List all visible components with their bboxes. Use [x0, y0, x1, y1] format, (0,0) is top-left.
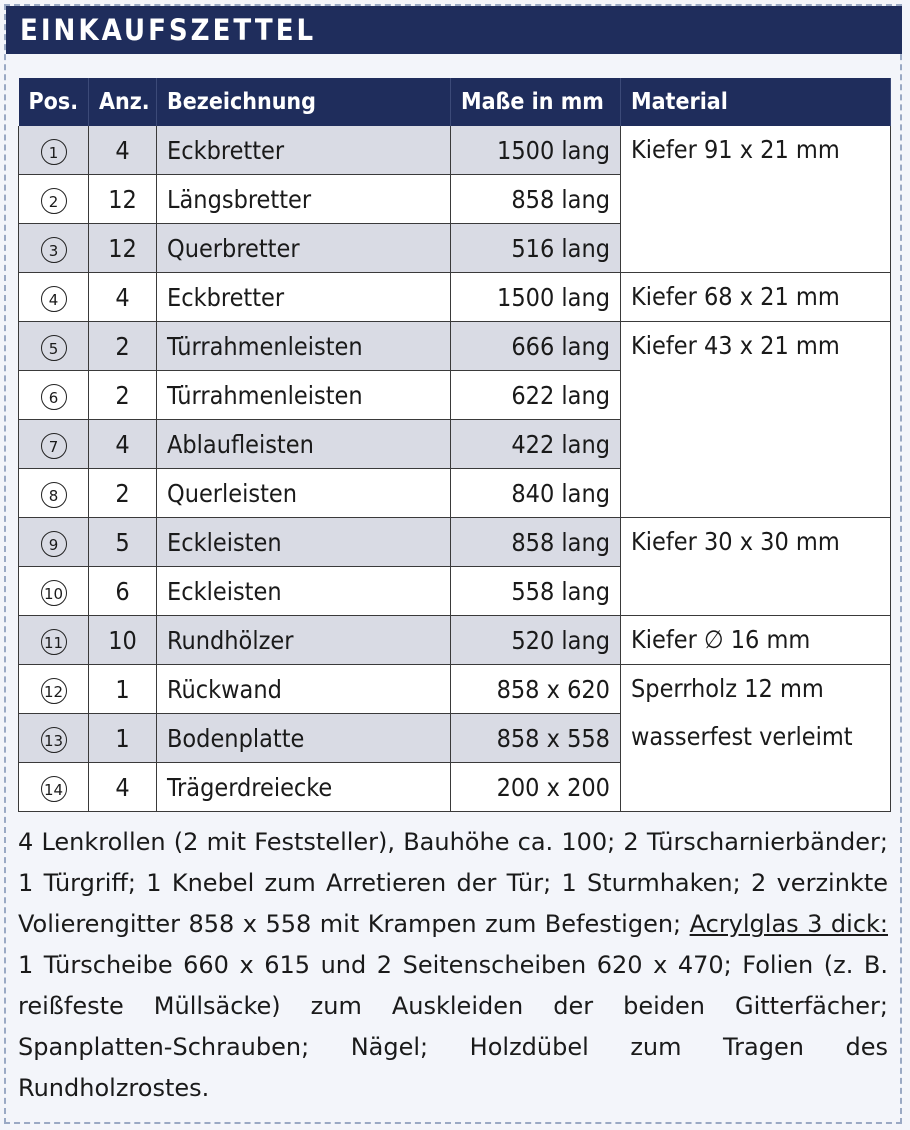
- bezeichnung-cell: Türrahmenleisten: [157, 371, 451, 420]
- anz-cell: 1: [89, 714, 157, 763]
- bezeichnung-cell: Eckbretter: [157, 273, 451, 322]
- table-header-row: [19, 78, 891, 126]
- material-cell: Kiefer ∅ 16 mm: [621, 616, 891, 665]
- anz-cell: 12: [89, 175, 157, 224]
- position-number: 8: [41, 482, 67, 508]
- pos-cell: [19, 567, 89, 616]
- position-number: 7: [41, 433, 67, 459]
- anz-cell: 2: [89, 322, 157, 371]
- pos-cell: [19, 665, 89, 714]
- note-text-2: 1 Türscheibe 660 x 615 und 2 Seitenscheiben 620 x 470; Folien (z. B. reißfeste Müllsäcke) zum Auskleiden der beiden Gitterfächer; Spanplatten-Schrauben; Nägel; Holzdübel zum Tragen des Rundholzrostes.: [18, 951, 888, 1102]
- masse-cell: 858 lang: [451, 518, 621, 567]
- position-number: 9: [41, 531, 67, 557]
- masse-cell: 840 lang: [451, 469, 621, 518]
- header-anz: Anz.: [89, 78, 157, 126]
- anz-cell: 5: [89, 518, 157, 567]
- anz-cell: 2: [89, 469, 157, 518]
- pos-cell: [19, 322, 89, 371]
- masse-cell: 516 lang: [451, 224, 621, 273]
- pos-cell: [19, 420, 89, 469]
- pos-cell: [19, 126, 89, 175]
- additional-materials-note: [18, 822, 888, 1109]
- masse-cell: 422 lang: [451, 420, 621, 469]
- masse-cell: 200 x 200: [451, 763, 621, 812]
- masse-cell: 666 lang: [451, 322, 621, 371]
- anz-cell: 4: [89, 763, 157, 812]
- position-number: 10: [41, 580, 67, 606]
- pos-cell: [19, 518, 89, 567]
- anz-cell: 1: [89, 665, 157, 714]
- pos-cell: [19, 273, 89, 322]
- bezeichnung-cell: Eckleisten: [157, 567, 451, 616]
- masse-cell: 1500 lang: [451, 126, 621, 175]
- bezeichnung-cell: Querbretter: [157, 224, 451, 273]
- position-number: 4: [41, 286, 67, 312]
- note-underlined: Acrylglas 3 dick:: [689, 910, 888, 938]
- table-row: [19, 322, 891, 371]
- header-masse: Maße in mm: [451, 78, 621, 126]
- position-number: 13: [41, 727, 67, 753]
- page-title: EINKAUFSZETTEL: [6, 6, 902, 54]
- table-row: [19, 616, 891, 665]
- anz-cell: 2: [89, 371, 157, 420]
- bezeichnung-cell: Ablaufleisten: [157, 420, 451, 469]
- pos-cell: [19, 616, 89, 665]
- pos-cell: [19, 714, 89, 763]
- masse-cell: 858 x 620: [451, 665, 621, 714]
- masse-cell: 558 lang: [451, 567, 621, 616]
- masse-cell: 1500 lang: [451, 273, 621, 322]
- position-number: 2: [41, 188, 67, 214]
- position-number: 5: [41, 335, 67, 361]
- pos-cell: [19, 175, 89, 224]
- position-number: 11: [41, 629, 67, 655]
- masse-cell: 520 lang: [451, 616, 621, 665]
- anz-cell: 4: [89, 420, 157, 469]
- pos-cell: [19, 469, 89, 518]
- material-cell: Kiefer 68 x 21 mm: [621, 273, 891, 322]
- material-cell: Kiefer 43 x 21 mm: [621, 322, 891, 518]
- masse-cell: 622 lang: [451, 371, 621, 420]
- bezeichnung-cell: Querleisten: [157, 469, 451, 518]
- note-text-1: 4 Lenkrollen (2 mit Feststeller), Bauhöhe ca. 100; 2 Türscharnierbänder; 1 Türgriff; 1 Knebel zum Arretieren der Tür; 1 Sturmhaken; 2 verzinkte Volierengitter 858 x 558 mit Krampen zum Befestigen;: [18, 828, 888, 938]
- table-row: [19, 126, 891, 175]
- bezeichnung-cell: Bodenplatte: [157, 714, 451, 763]
- anz-cell: 4: [89, 126, 157, 175]
- position-number: 6: [41, 384, 67, 410]
- anz-cell: 4: [89, 273, 157, 322]
- bezeichnung-cell: Trägerdreiecke: [157, 763, 451, 812]
- anz-cell: 10: [89, 616, 157, 665]
- position-number: 1: [41, 139, 67, 165]
- header-material: Material: [621, 78, 891, 126]
- position-number: 12: [41, 678, 67, 704]
- pos-cell: [19, 763, 89, 812]
- position-number: 14: [41, 776, 67, 802]
- anz-cell: 6: [89, 567, 157, 616]
- bezeichnung-cell: Eckbretter: [157, 126, 451, 175]
- anz-cell: 12: [89, 224, 157, 273]
- bezeichnung-cell: Eckleisten: [157, 518, 451, 567]
- bezeichnung-cell: Türrahmenleisten: [157, 322, 451, 371]
- material-cell: Kiefer 30 x 30 mm: [621, 518, 891, 616]
- material-cell: Sperrholz 12 mm wasserfest verleimt: [621, 665, 891, 812]
- header-pos: Pos.: [19, 78, 89, 126]
- bezeichnung-cell: Längsbretter: [157, 175, 451, 224]
- bezeichnung-cell: Rundhölzer: [157, 616, 451, 665]
- header-bezeichnung: Bezeichnung: [157, 78, 451, 126]
- table-row: [19, 518, 891, 567]
- pos-cell: [19, 371, 89, 420]
- pos-cell: [19, 224, 89, 273]
- table-row: [19, 273, 891, 322]
- material-cell: Kiefer 91 x 21 mm: [621, 126, 891, 273]
- masse-cell: 858 lang: [451, 175, 621, 224]
- masse-cell: 858 x 558: [451, 714, 621, 763]
- table-row: [19, 665, 891, 714]
- parts-table: [18, 78, 891, 812]
- bezeichnung-cell: Rückwand: [157, 665, 451, 714]
- position-number: 3: [41, 237, 67, 263]
